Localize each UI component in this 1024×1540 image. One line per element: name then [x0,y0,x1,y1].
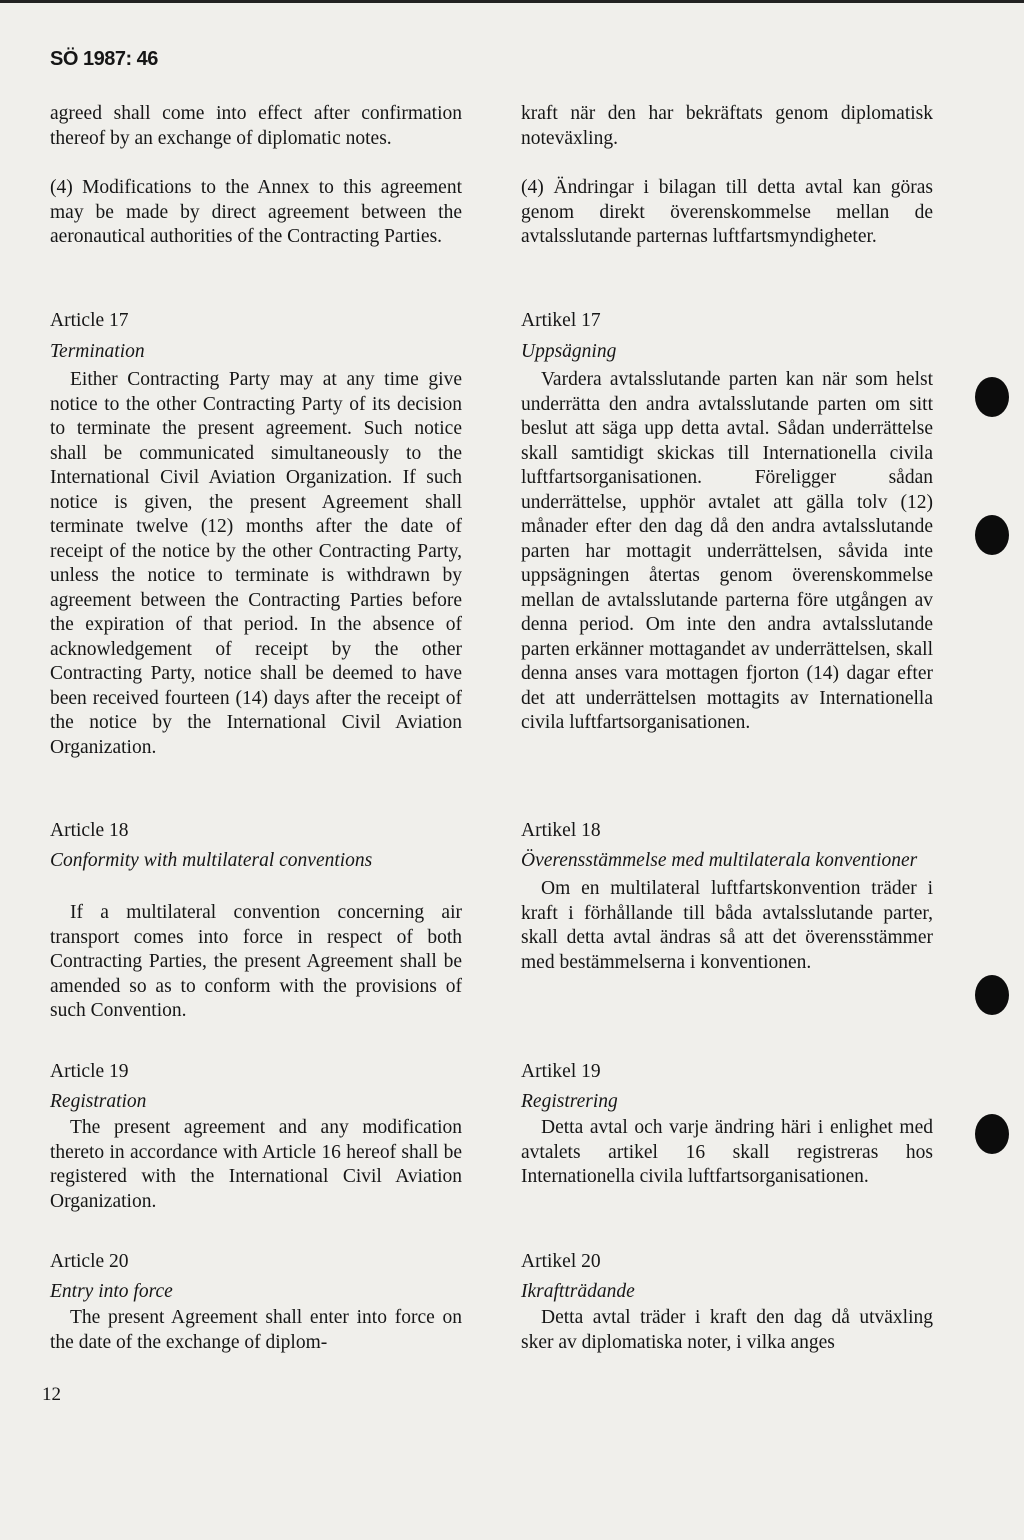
paragraph-4 [521,176,933,250]
article-17 [50,309,462,760]
article-title: Entry into force [50,1280,173,1302]
article-17 [521,309,933,736]
article-number: Article 17 [50,310,129,331]
article-18 [521,819,933,975]
article-title: Conformity with multilateral conventions [50,849,373,871]
article-body: Either Contracting Party may at any time give notice to the other Contracting Party of its decision to terminate the present agreement. Such notice shall be communicated simultaneously to the International Civil Aviation Organization. If such notice is given, the present Agreement shall terminate twelve (12) months after the date of receipt of the notice by the other Contracting Party, unless the notice to terminate is withdrawn by agreement between the Contracting Parties before the expiration of that period. In the absence of acknowledgement of receipt by the other Contracting Party, notice shall be deemed to have been received fourteen (14) days after the receipt of the notice by the International Civil Aviation Organization. [50,369,462,758]
intro-text: kraft när den har bekräftats genom diplomatisk noteväxling. [521,103,933,149]
article-20 [521,1250,933,1355]
margin-marker-dot [975,515,1009,555]
article-20 [50,1250,462,1355]
article-number: Article 20 [50,1251,129,1272]
intro-continuation [50,102,462,151]
article-title: Termination [50,340,145,362]
paragraph-4-text: (4) Ändringar i bilagan till detta avtal kan göras genom direkt överenskommelse mellan de avtalsslutande parternas luftfartsmyndigheter. [521,177,933,247]
article-number: Artikel 20 [521,1251,601,1272]
article-body: If a multilateral convention concerning air transport comes into force in respect of both Contracting Parties, the present Agreement shall be amended so as to conform with the provisions of such Convention. [50,902,462,1021]
page-number: 12 [42,1384,61,1405]
article-number: Article 19 [50,1061,129,1082]
document-reference: SÖ 1987: 46 [50,48,158,70]
article-18 [50,819,462,1024]
paragraph-4-text: (4) Modifications to the Annex to this agreement may be made by direct agreement between the aeronautical authorities of the Contracting Parties. [50,177,462,247]
margin-marker-dot [975,1114,1009,1154]
article-body: Detta avtal och varje ändring häri i enlighet med avtalets artikel 16 skall registreras hos Internationella civila luftfartsorganisationen. [521,1117,933,1187]
article-body: Om en multilateral luftfartskonvention träder i kraft i förhållande till båda avtalsslutande parter, skall detta avtal ändras så att det överensstämmer med bestämmelserna i konventionen. [521,878,933,973]
article-title: Uppsägning [521,340,617,362]
article-title: Ikraftträdande [521,1280,635,1302]
article-title: Registration [50,1090,147,1112]
article-body: Detta avtal träder i kraft den dag då utväxling sker av diplomatiska noter, i vilka anges [521,1307,933,1353]
paragraph-4 [50,176,462,250]
article-body: Vardera avtalsslutande parten kan när som helst underrätta den andra avtalsslutande parten om sitt beslut att säga upp detta avtal. Sådan underrättelse skall samtidigt skickas till Internationella civila luftfartsorganisationen. Föreligger sådan underrättelse, upphör avtalet att gälla tolv (12) månader efter den dag då den andra avtalsslutande parten har mottagit underrättelsen, såvida inte uppsägningen återtas genom överenskommelse mellan de avtalsslutande parterna före utgången av denna period. Om inte den andra avtalsslutande parten erkänner mottagandet av underrättelsen, skall denna anses vara mottagen fjorton (14) dagar efter det att underrättelsen mottagits av Internationella civila luftfartsorganisationen. [521,369,933,733]
intro-continuation [521,102,933,151]
article-number: Artikel 18 [521,820,601,841]
article-number: Artikel 19 [521,1061,601,1082]
margin-marker-dot [975,377,1009,417]
article-19 [521,1060,933,1190]
intro-text: agreed shall come into effect after confirmation thereof by an exchange of diplomatic notes. [50,103,462,149]
article-title: Överensstämmelse med multilaterala konventioner [521,849,918,871]
article-body: The present agreement and any modification thereto in accordance with Article 16 hereof shall be registered with the International Civil Aviation Organization. [50,1117,462,1212]
article-number: Artikel 17 [521,310,601,331]
article-number: Article 18 [50,820,129,841]
margin-marker-dot [975,975,1009,1015]
article-body: The present Agreement shall enter into force on the date of the exchange of diplom- [50,1307,462,1353]
article-19 [50,1060,462,1214]
scan-border-top [0,0,1024,3]
article-title: Registrering [521,1090,618,1112]
